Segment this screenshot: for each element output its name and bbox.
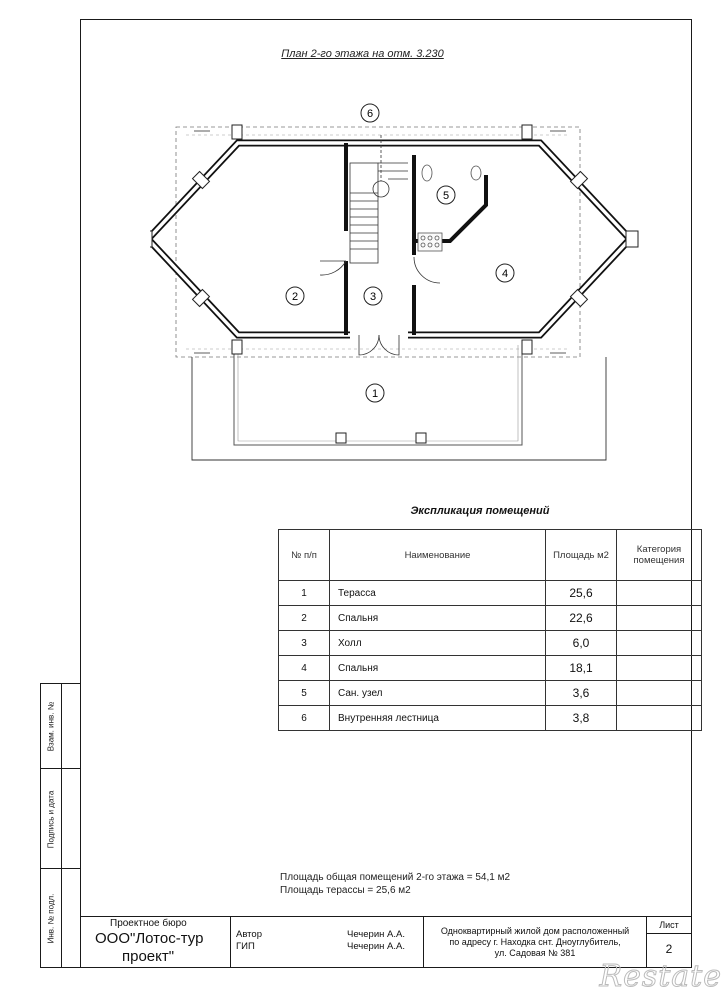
area-summary: [280, 871, 510, 897]
cell-name: Терасса: [330, 581, 546, 606]
chief-engineer-name: Чечерин А.А.: [347, 941, 405, 952]
floor-plan-drawing: [150, 95, 650, 470]
header-category: Категория помещения: [617, 530, 702, 581]
room-label-3: [364, 287, 382, 305]
cell-num: 2: [279, 606, 330, 631]
table-row: [279, 656, 702, 681]
cell-category: [617, 656, 702, 681]
sheet-label: Лист: [659, 920, 679, 930]
svg-text:6: 6: [366, 108, 374, 120]
strip-label-signature: Подпись и дата: [46, 790, 56, 848]
table-row: [279, 681, 702, 706]
room-label-2: [286, 287, 304, 305]
room-label-6: [361, 104, 379, 122]
table-row: [279, 606, 702, 631]
cell-num: 3: [279, 631, 330, 656]
summary-total-area: Площадь общая помещений 2-го этажа = 54,1 м2: [280, 872, 511, 883]
cell-category: [617, 631, 702, 656]
cell-num: 4: [279, 656, 330, 681]
left-stamp-strip: [40, 683, 80, 968]
cell-num: 5: [279, 681, 330, 706]
table-row: [279, 631, 702, 656]
header-num: № п/п: [279, 530, 330, 581]
cell-category: [617, 581, 702, 606]
table-header-row: [279, 530, 702, 581]
cell-category: [617, 706, 702, 731]
room-label-5: [437, 186, 455, 204]
svg-text:1: 1: [371, 388, 379, 400]
plan-title: План 2-го этажа на отм. 3.230: [281, 48, 444, 60]
explication-table: [278, 529, 702, 731]
cell-num: 6: [279, 706, 330, 731]
cell-name: Холл: [330, 631, 546, 656]
table-row: [279, 706, 702, 731]
cell-name: Спальня: [330, 606, 546, 631]
svg-text:3: 3: [369, 291, 377, 303]
cell-num: 1: [279, 581, 330, 606]
cell-name: Сан. узел: [330, 681, 546, 706]
cell-area: 18,1: [546, 656, 617, 681]
cell-area: 22,6: [546, 606, 617, 631]
header-name: Наименование: [330, 530, 546, 581]
cell-area: 25,6: [546, 581, 617, 606]
role-chief-engineer: ГИП: [236, 941, 255, 952]
strip-label-original: Инв. № подл.: [46, 893, 56, 943]
explication-title: Экспликация помещений: [410, 505, 550, 517]
room-label-4: [496, 264, 514, 282]
cell-name: Спальня: [330, 656, 546, 681]
svg-text:4: 4: [501, 268, 509, 280]
cell-name: Внутренняя лестница: [330, 706, 546, 731]
watermark-logo: Restate: [599, 959, 722, 994]
project-line3: ул. Садовая № 381: [494, 948, 576, 958]
cell-category: [617, 606, 702, 631]
role-author: Автор: [236, 929, 262, 940]
sheet-number: 2: [665, 942, 673, 956]
summary-terrace-area: Площадь терассы = 25,6 м2: [280, 885, 411, 896]
strip-label-replacement: Взам. инв. №: [46, 701, 56, 752]
cell-category: [617, 681, 702, 706]
table-row: [279, 581, 702, 606]
svg-text:5: 5: [442, 190, 450, 202]
title-block-sheet-line: [646, 933, 692, 934]
project-line2: по адресу г. Находка снт. Дноуглубитель,: [449, 937, 621, 947]
room-label-1: [366, 384, 384, 402]
cell-area: 6,0: [546, 631, 617, 656]
cell-area: 3,8: [546, 706, 617, 731]
svg-text:2: 2: [291, 291, 299, 303]
title-block-divider-1: [230, 916, 231, 968]
project-line1: Одноквартирный жилой дом расположенный: [440, 926, 630, 936]
author-name: Чечерин А.А.: [347, 929, 405, 940]
header-area: Площадь м2: [546, 530, 617, 581]
company-name-line2: проект": [122, 948, 175, 965]
company-name-line1: ООО"Лотос-тур: [95, 930, 204, 947]
bureau-label: Проектное бюро: [110, 918, 187, 929]
cell-area: 3,6: [546, 681, 617, 706]
